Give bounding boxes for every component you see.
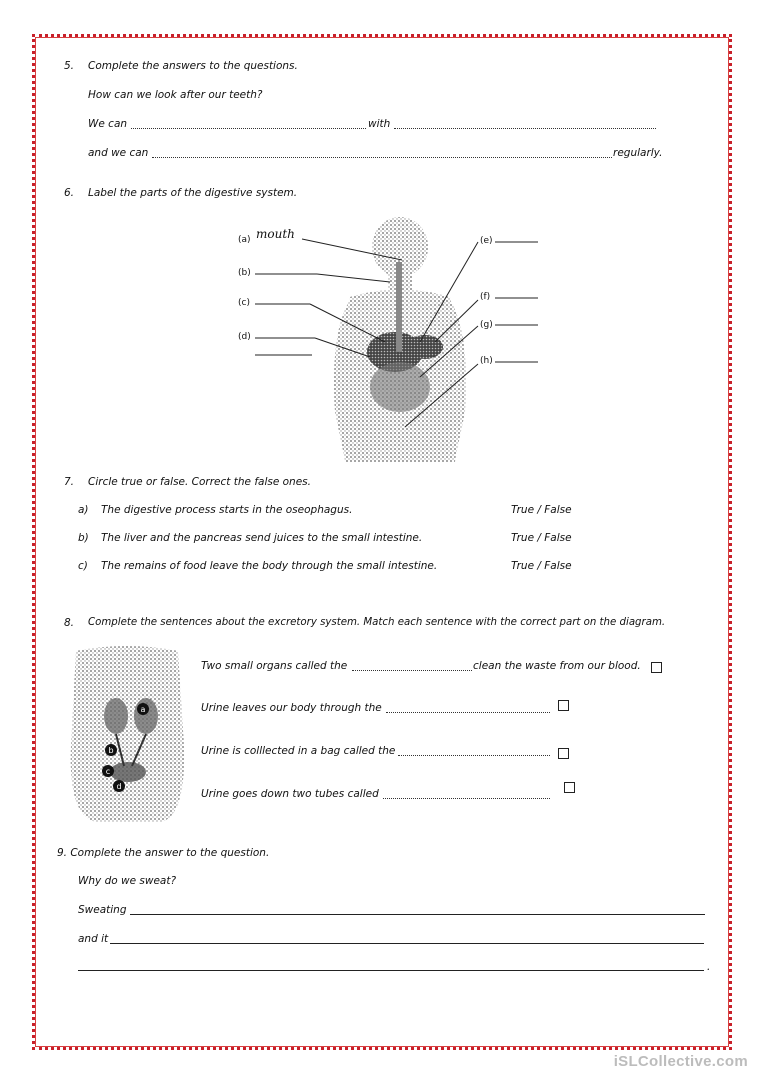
q8-blank[interactable] bbox=[383, 798, 550, 799]
q5-line2-start: and we can bbox=[88, 147, 149, 159]
q8-checkbox[interactable] bbox=[651, 662, 662, 673]
q9-line2-start: and it bbox=[78, 933, 109, 945]
q9-answer-line-1[interactable] bbox=[130, 914, 705, 915]
digestive-system-diagram bbox=[230, 212, 550, 468]
q8-checkbox[interactable] bbox=[558, 700, 569, 711]
q8-checkbox[interactable] bbox=[558, 748, 569, 759]
q7-item-choice[interactable]: True / False bbox=[511, 504, 572, 516]
q7-item-choice[interactable]: True / False bbox=[511, 560, 572, 572]
watermark: iSLCollective.com bbox=[613, 1053, 748, 1070]
marker-d bbox=[113, 780, 125, 792]
q5-question: How can we look after our teeth? bbox=[88, 89, 263, 101]
q8-sentence-start: Urine goes down two tubes called bbox=[201, 788, 379, 800]
q9-trailing-dot: . bbox=[707, 961, 711, 973]
q7-item-text: The liver and the pancreas send juices to the small intestine. bbox=[101, 532, 423, 544]
marker-c bbox=[102, 765, 114, 777]
q6-instruction: Label the parts of the digestive system. bbox=[88, 187, 298, 199]
marker-a bbox=[137, 703, 149, 715]
q6-number: 6. bbox=[64, 187, 75, 199]
q8-checkbox[interactable] bbox=[564, 782, 575, 793]
q9-title: 9. Complete the answer to the question. bbox=[57, 847, 270, 859]
label-h: (h) bbox=[480, 356, 493, 366]
marker-c-text: c bbox=[105, 767, 111, 776]
q9-question: Why do we sweat? bbox=[78, 875, 177, 887]
q9-line1-start: Sweating bbox=[78, 904, 127, 916]
q7-number: 7. bbox=[64, 476, 75, 488]
label-c: (c) bbox=[238, 298, 250, 308]
label-a: (a) bbox=[238, 235, 251, 245]
q5-blank-2[interactable] bbox=[394, 128, 656, 129]
marker-a-text: a bbox=[140, 705, 146, 714]
marker-b bbox=[105, 744, 117, 756]
q8-sentence-start: Two small organs called the bbox=[201, 660, 348, 672]
marker-b-text: b bbox=[108, 746, 114, 755]
label-a-answer: mouth bbox=[256, 227, 295, 241]
q5-number: 5. bbox=[64, 60, 75, 72]
q7-item-choice[interactable]: True / False bbox=[511, 532, 572, 544]
q5-blank-1[interactable] bbox=[131, 128, 366, 129]
q7-item-letter: c) bbox=[78, 560, 88, 572]
q5-line2-end: regularly. bbox=[613, 147, 663, 159]
q7-item-text: The digestive process starts in the oseophagus. bbox=[101, 504, 353, 516]
label-g: (g) bbox=[480, 320, 493, 330]
q5-instruction: Complete the answers to the questions. bbox=[88, 60, 298, 72]
label-f: (f) bbox=[480, 292, 491, 302]
q7-instruction: Circle true or false. Correct the false ones. bbox=[88, 476, 311, 488]
q8-blank[interactable] bbox=[398, 755, 550, 756]
marker-d-text: d bbox=[116, 782, 122, 791]
q8-sentence-end: clean the waste from our blood. bbox=[473, 660, 641, 672]
excretory-system-diagram bbox=[66, 646, 190, 822]
q8-sentence-start: Urine leaves our body through the bbox=[201, 702, 382, 714]
label-e: (e) bbox=[480, 236, 493, 246]
q8-instruction: Complete the sentences about the excretory system. Match each sentence with the correct part on the diagram. bbox=[88, 617, 666, 628]
q7-item-text: The remains of food leave the body through the small intestine. bbox=[101, 560, 438, 572]
q9-answer-line-3[interactable] bbox=[78, 970, 704, 971]
q9-answer-line-2[interactable] bbox=[110, 943, 704, 944]
q5-line1-mid: with bbox=[368, 118, 391, 130]
q8-blank[interactable] bbox=[352, 670, 472, 671]
q5-blank-3[interactable] bbox=[152, 157, 612, 158]
q8-blank[interactable] bbox=[386, 712, 550, 713]
label-d: (d) bbox=[238, 332, 251, 342]
q7-item-letter: a) bbox=[78, 504, 89, 516]
q8-number: 8. bbox=[64, 617, 75, 629]
q7-item-letter: b) bbox=[78, 532, 89, 544]
label-b: (b) bbox=[238, 268, 251, 278]
q8-sentence-start: Urine is colllected in a bag called the bbox=[201, 745, 396, 757]
q5-line1-start: We can bbox=[88, 118, 128, 130]
